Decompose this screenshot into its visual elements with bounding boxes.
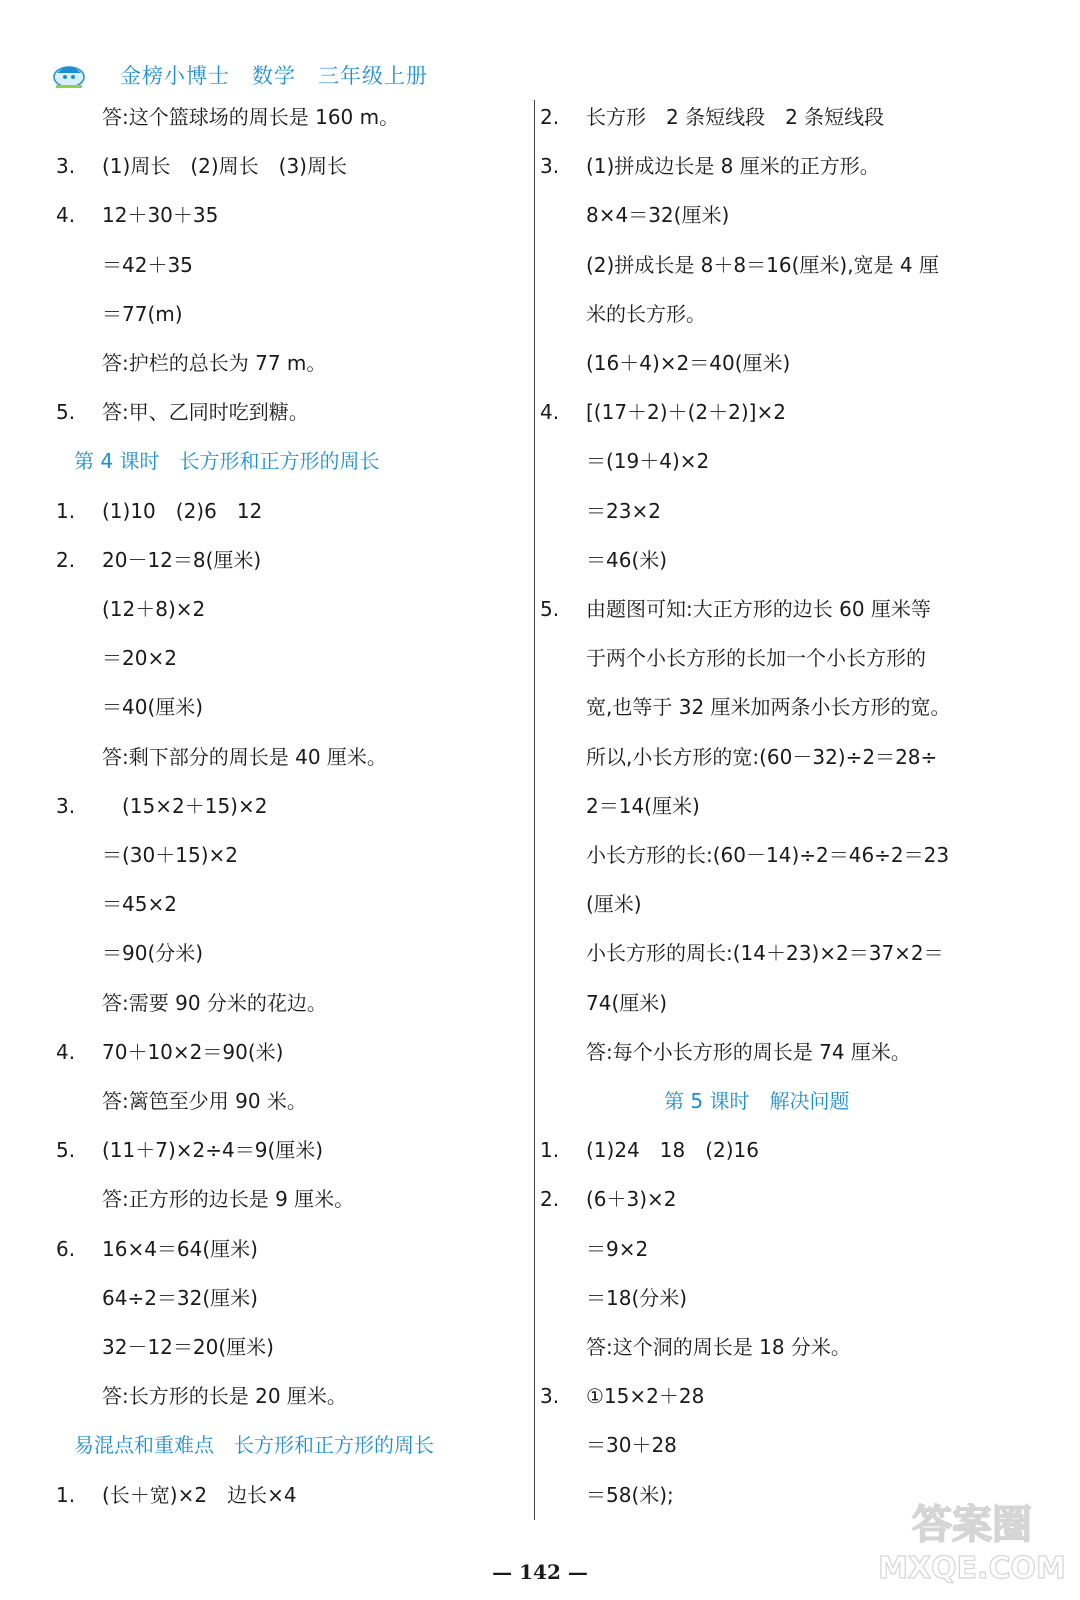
answer-line: ＝77(m) — [102, 301, 183, 326]
brand-name: 金榜小博士 — [120, 64, 230, 88]
watermark-line1: 答案圈 — [912, 1502, 1032, 1548]
question-number: 6. — [56, 1236, 76, 1261]
answer-line: 宽,也等于 32 厘米加两条小长方形的宽。 — [586, 695, 951, 720]
section-heading: 第 5 课时 解决问题 — [664, 1089, 850, 1113]
answer-line: ＝30＋28 — [586, 1433, 677, 1458]
answer-line: ＝18(分米) — [586, 1285, 688, 1310]
answer-line: (15×2＋15)×2 — [102, 793, 268, 818]
question-number: 3. — [540, 154, 560, 179]
answer-line: ＝90(分米) — [102, 941, 204, 966]
answer-line: ＝42＋35 — [102, 252, 193, 277]
answer-line: ＝23×2 — [586, 498, 661, 523]
answer-line: 32－12＝20(厘米) — [102, 1335, 274, 1359]
question-number: 4. — [56, 203, 76, 228]
question-number: 5. — [540, 597, 560, 621]
answer-line: 74(厘米) — [586, 990, 668, 1015]
answer-line: 长方形 2 条短线段 2 条短线段 — [586, 105, 885, 129]
answer-line: (6＋3)×2 — [586, 1187, 677, 1212]
answer-line: 小长方形的长:(60－14)÷2＝46÷2＝23 — [586, 843, 950, 867]
answer-line: 答:甲、乙同时吃到糖。 — [102, 400, 309, 425]
question-number: 2. — [540, 105, 560, 129]
answer-line: (厘米) — [586, 892, 642, 917]
answer-line: 答:需要 90 分米的花边。 — [102, 990, 327, 1015]
answer-line: 所以,小长方形的宽:(60－32)÷2＝28÷ — [586, 744, 938, 769]
answer-line: ①15×2＋28 — [586, 1384, 705, 1409]
answer-line: [(17＋2)＋(2＋2)]×2 — [586, 400, 786, 425]
answer-line: 小长方形的周长:(14＋23)×2＝37×2＝ — [586, 941, 944, 966]
section-heading: 第 4 课时 长方形和正方形的周长 — [74, 449, 380, 474]
page-header — [52, 58, 450, 92]
column-divider — [534, 100, 535, 1520]
answer-line: 70＋10×2＝90(米) — [102, 1039, 284, 1064]
answer-line: ＝58(米); — [586, 1482, 674, 1507]
page-number: — 142 — — [492, 1560, 588, 1584]
question-number: 2. — [540, 1187, 560, 1212]
answer-line: (1)24 18 (2)16 — [586, 1138, 760, 1163]
question-number: 1. — [56, 498, 76, 523]
answer-line: 答:这个洞的周长是 18 分米。 — [586, 1335, 851, 1359]
answer-line: 8×4＝32(厘米) — [586, 203, 730, 228]
watermark-logo — [872, 1490, 1072, 1590]
answer-line: ＝20×2 — [102, 646, 177, 671]
question-number: 4. — [56, 1039, 76, 1064]
answer-line: (11＋7)×2÷4＝9(厘米) — [102, 1138, 324, 1163]
answer-line: ＝40(厘米) — [102, 695, 204, 720]
question-number: 4. — [540, 400, 560, 425]
watermark-line2: MXQE.COM — [878, 1551, 1066, 1586]
question-number: 2. — [56, 547, 76, 572]
answer-line: (16＋4)×2＝40(厘米) — [586, 351, 791, 375]
answer-line: (2)拼成长是 8＋8＝16(厘米),宽是 4 厘 — [586, 252, 939, 277]
question-number: 1. — [56, 1482, 76, 1507]
question-number: 5. — [56, 400, 76, 425]
answer-line: 16×4＝64(厘米) — [102, 1236, 258, 1261]
answer-line: 答:篱笆至少用 90 米。 — [102, 1089, 307, 1113]
answer-line: 答:正方形的边长是 9 厘米。 — [102, 1187, 355, 1212]
answer-line: ＝(30＋15)×2 — [102, 843, 238, 867]
answer-line: 米的长方形。 — [586, 301, 706, 326]
question-number: 3. — [56, 154, 76, 179]
answer-line: (1)拼成边长是 8 厘米的正方形。 — [586, 154, 880, 179]
question-number: 1. — [540, 1138, 560, 1163]
answer-line: (长＋宽)×2 边长×4 — [102, 1482, 297, 1507]
answer-line: 答:长方形的长是 20 厘米。 — [102, 1384, 347, 1409]
answer-line: 于两个小长方形的长加一个小长方形的 — [586, 646, 926, 671]
answer-line: ＝(19＋4)×2 — [586, 449, 710, 474]
grade-name: 三年级上册 — [318, 64, 428, 88]
answer-line: 64÷2＝32(厘米) — [102, 1285, 258, 1310]
answer-line: 12＋30＋35 — [102, 203, 219, 228]
answer-line: ＝45×2 — [102, 892, 177, 917]
doctor-logo-icon — [52, 61, 86, 89]
question-number: 5. — [56, 1138, 76, 1163]
answer-line: (1)周长 (2)周长 (3)周长 — [102, 154, 347, 179]
answer-line: (1)10 (2)6 12 — [102, 498, 263, 523]
answer-line: 答:这个篮球场的周长是 160 m。 — [102, 105, 400, 129]
answer-line: 2＝14(厘米) — [586, 793, 700, 818]
answer-line: ＝9×2 — [586, 1236, 649, 1261]
question-number: 3. — [56, 793, 76, 818]
answer-line: 答:每个小长方形的周长是 74 厘米。 — [586, 1039, 911, 1064]
answer-line: 答:剩下部分的周长是 40 厘米。 — [102, 744, 387, 769]
answer-line: 答:护栏的总长为 77 m。 — [102, 351, 327, 375]
answer-line: 20－12＝8(厘米) — [102, 547, 262, 572]
answer-line: 由题图可知:大正方形的边长 60 厘米等 — [586, 597, 931, 621]
answer-line: (12＋8)×2 — [102, 597, 206, 621]
section-heading: 易混点和重难点 长方形和正方形的周长 — [74, 1433, 434, 1458]
question-number: 3. — [540, 1384, 560, 1409]
subject-name: 数学 — [252, 64, 296, 88]
answer-line: ＝46(米) — [586, 547, 668, 572]
